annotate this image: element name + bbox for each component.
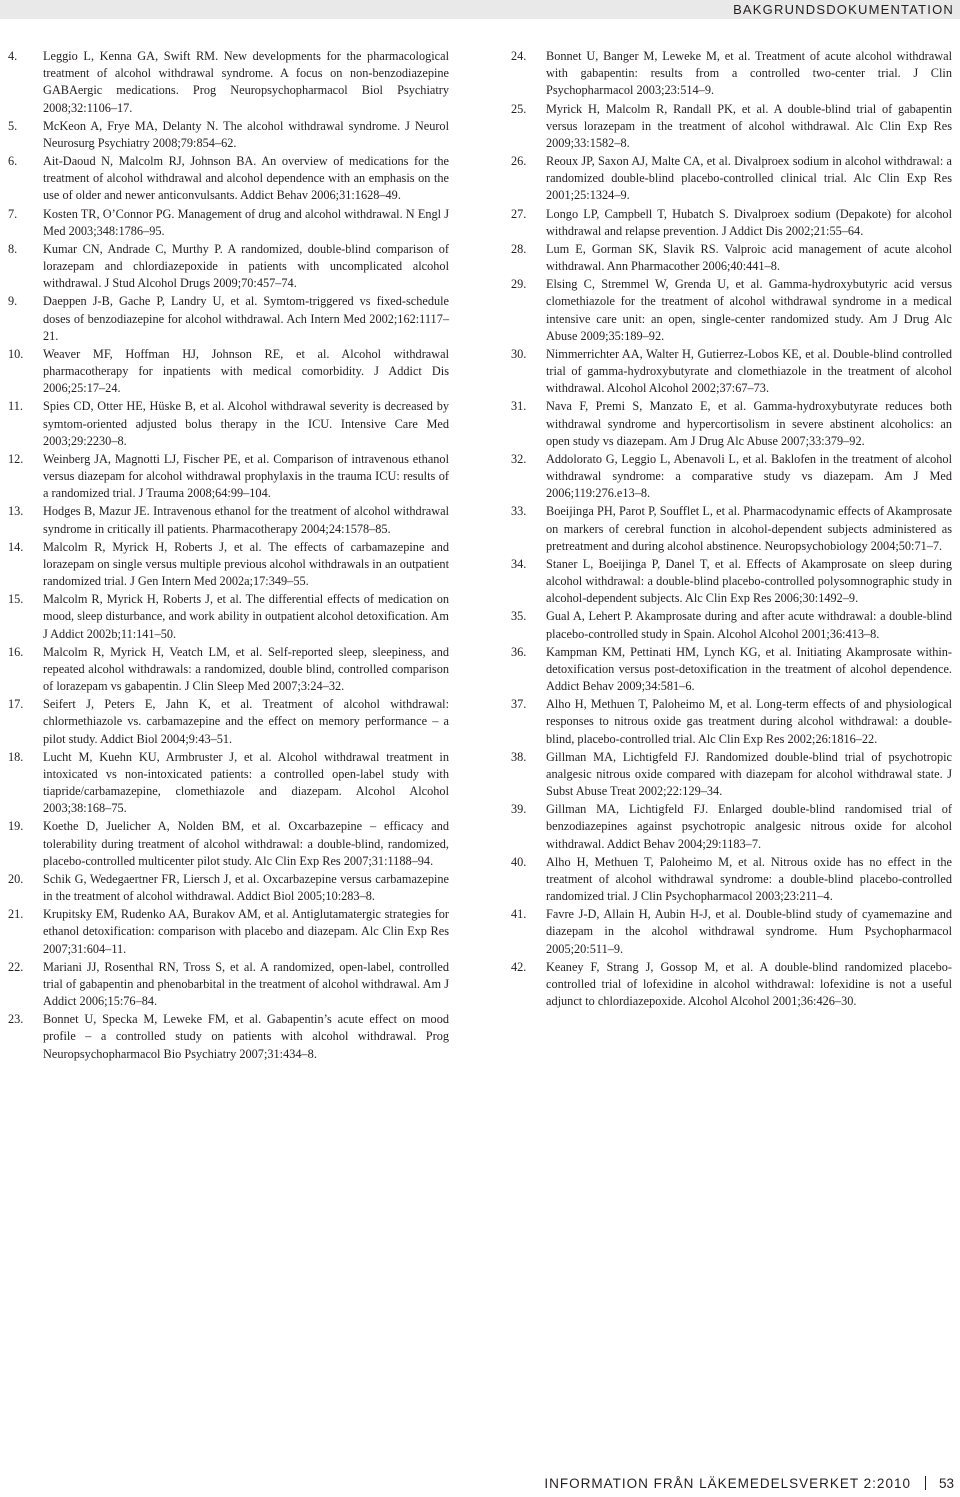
reference-list-left (8, 48, 449, 1064)
reference-number: 30. (511, 346, 527, 361)
reference-number: 22. (8, 959, 24, 974)
publication-title: INFORMATION FRÅN LÄKEMEDELSVERKET 2:2010 (544, 1476, 911, 1491)
reference-item (511, 854, 952, 906)
reference-item (8, 206, 449, 240)
reference-number: 6. (8, 154, 18, 168)
header-bar (0, 0, 960, 19)
reference-number: 28. (511, 241, 527, 256)
reference-text: Spies CD, Otter HE, Hüske B, et al. Alcohol withdrawal severity is decreased by symtom-oriented adjusted bolus therapy in the ICU. Intensive Care Med 2003;29:2230–8. (43, 399, 449, 448)
reference-number: 13. (8, 504, 24, 519)
reference-number: 29. (511, 277, 527, 292)
reference-text: Lum E, Gorman SK, Slavik RS. Valproic acid management of acute alcohol withdrawal. Ann Pharmacother 2006;40:441–8. (546, 241, 952, 273)
reference-text: Malcolm R, Myrick H, Veatch LM, et al. Self-reported sleep, sleepiness, and repeated alcohol withdrawals: a randomized, double blind, controlled comparison of lorazepam vs gabapentin. J Clin Sleep Med 2007;3:24–32. (43, 644, 449, 693)
reference-number: 27. (511, 206, 527, 221)
reference-item (511, 241, 952, 275)
reference-item (8, 451, 449, 503)
reference-item (511, 346, 952, 398)
reference-text: Addolorato G, Leggio L, Abenavoli L, et al. Baklofen in the treatment of alcohol withdrawal syndrome: a comparative study vs diazepam. Am J Med 2006;119:276.e13–8. (546, 451, 952, 501)
reference-text: Gual A, Lehert P. Akamprosate during and after acute withdrawal: a double-blind placebo-controlled study in Spain. Alcohol Alcohol 2001;36:413–8. (546, 609, 952, 641)
reference-item (511, 206, 952, 240)
reference-number: 17. (8, 697, 24, 712)
reference-text: Lucht M, Kuehn KU, Armbruster J, et al. Alcohol withdrawal treatment in intoxicated vs non-intoxicated patients: a controlled open-label study with tiapride/carbamazepine, clomethiazole and diazepam. Alcohol Alcohol 2003;38:168–75. (43, 749, 449, 816)
reference-number: 12. (8, 451, 24, 466)
reference-text: Weinberg JA, Magnotti LJ, Fischer PE, et al. Comparison of intravenous ethanol versus diazepam for alcohol withdrawal prophylaxis in the trauma ICU: results of a randomized trial. J Trauma 2008;64:99–104. (43, 451, 449, 501)
reference-number: 5. (8, 118, 18, 133)
reference-text: Keaney F, Strang J, Gossop M, et al. A double-blind randomized placebo-controlled trial of lofexidine in alcohol withdrawal: lofexidine is not a useful adjunct to chlordiazepoxide. Alcohol Alcohol 2001;36:426–30. (546, 959, 952, 1008)
reference-text: Mariani JJ, Rosenthal RN, Tross S, et al. A randomized, open-label, controlled trial of gabapentin and phenobarbital in the treatment of alcohol withdrawal. Am J Addict 2006;15:76–84. (43, 959, 449, 1008)
reference-number: 41. (511, 907, 527, 922)
reference-item (511, 906, 952, 958)
reference-number: 4. (8, 49, 18, 63)
reference-item (511, 644, 952, 696)
reference-text: Schik G, Wedegaertner FR, Liersch J, et al. Oxcarbazepine versus carbamazepine in the treatment of alcohol withdrawal. Addict Biol 2005;10:283–8. (43, 871, 449, 903)
reference-text: Malcolm R, Myrick H, Roberts J, et al. The effects of carbamazepine and lorazepam on single versus multiple previous alcohol withdrawals in an outpatient randomized trial. J Gen Intern Med 2002a;17:349–55. (43, 539, 449, 588)
reference-number: 8. (8, 241, 18, 256)
section-label: BAKGRUNDSDOKUMENTATION (733, 2, 954, 17)
reference-text: Staner L, Boeijinga P, Danel T, et al. Effects of Akamprosate on sleep during alcohol withdrawal: a double-blind placebo-controlled polysomnographic study in alcohol-dependent subjects. Alc Clin Exp Res 2006;30:1492–9. (546, 556, 952, 606)
reference-item (8, 749, 449, 818)
page-number: 53 (938, 1476, 954, 1491)
reference-item (8, 871, 449, 905)
reference-text: Alho H, Methuen T, Paloheimo M, et al. Long-term effects of and physiological responses to nitrous oxide gas treatment during alcohol withdrawal: a double-blind, placebo-controlled trial. Alc Clin Exp Res 2002;26:1816–22. (546, 697, 952, 746)
reference-item (8, 539, 449, 591)
reference-number: 10. (8, 346, 24, 361)
page-footer (544, 1475, 954, 1493)
reference-text: Boeijinga PH, Parot P, Soufflet L, et al. Pharmacodynamic effects of Akamprosate on markers of cerebral function in alcohol-dependent subjects administered as pretreatment and during alcohol abstinence. Neuropsychobiology 2004;50:71–7. (546, 504, 952, 553)
reference-text: Koethe D, Juelicher A, Nolden BM, et al. Oxcarbazepine – efficacy and tolerability during treatment of alcohol withdrawal: a double-blind, randomized, placebo-controlled multicenter pilot study. Alc Clin Exp Res 2007;31:1188–94. (43, 819, 449, 868)
reference-text: Kosten TR, O’Connor PG. Management of drug and alcohol withdrawal. N Engl J Med 2003;348:1786–95. (43, 206, 449, 238)
reference-item (8, 153, 449, 205)
reference-text: Favre J-D, Allain H, Aubin H-J, et al. Double-blind study of cyamemazine and diazepam in the alcohol withdrawal syndrome. Hum Psychopharmacol 2005;20:511–9. (546, 907, 952, 956)
reference-item (8, 398, 449, 450)
reference-item (511, 608, 952, 642)
reference-item (8, 906, 449, 958)
reference-text: Elsing C, Stremmel W, Grenda U, et al. Gamma-hydroxybutyric acid versus clomethiazole for the treatment of alcohol withdrawal syndrome in a medical intensive care unit: an open, single-center randomized study. Am J Drug Alc Abuse 2009;35:189–92. (546, 277, 952, 343)
reference-text: Kampman KM, Pettinati HM, Lynch KG, et al. Initiating Akamprosate within-detoxification versus post-detoxification in the treatment of alcohol dependence. Addict Behav 2009;34:581–6. (546, 644, 952, 693)
reference-item (8, 293, 449, 345)
reference-text: Nimmerrichter AA, Walter H, Gutierrez-Lobos KE, et al. Double-blind controlled trial of gamma-hydroxybutyrate and clomethiazole in the treatment of alcohol withdrawal. Alcohol Alcohol 2002;37:67–73. (546, 346, 952, 396)
reference-text: Alho H, Methuen T, Paloheimo M, et al. Nitrous oxide has no effect in the treatment of alcohol withdrawal syndrome: a double-blind placebo-controlled randomized trial. J Clin Psychopharmacol 2003;23:211–4. (546, 854, 952, 903)
reference-number: 15. (8, 592, 24, 607)
footer-divider (925, 1476, 926, 1490)
reference-number: 26. (511, 154, 527, 168)
reference-number: 37. (511, 697, 527, 712)
reference-number: 7. (8, 206, 18, 221)
reference-item (511, 801, 952, 853)
reference-number: 40. (511, 854, 527, 869)
reference-number: 16. (8, 644, 24, 659)
reference-number: 14. (8, 539, 24, 554)
reference-number: 33. (511, 504, 527, 519)
reference-text: Reoux JP, Saxon AJ, Malte CA, et al. Divalproex sodium in alcohol withdrawal: a randomized double-blind placebo-controlled clinical trial. Alc Clin Exp Res 2001;25:1324–9. (546, 154, 952, 203)
reference-item (8, 696, 449, 748)
reference-item (8, 959, 449, 1011)
reference-text: Kumar CN, Andrade C, Murthy P. A randomized, double-blind comparison of lorazepam and chlordiazepoxide in patients with uncomplicated alcohol withdrawal. J Stud Alcohol Drugs 2009;70:457–74. (43, 241, 449, 291)
reference-text: Malcolm R, Myrick H, Roberts J, et al. The differential effects of medication on mood, sleep disturbance, and work ability in outpatient alcohol detoxification. Am J Addict 2002b;11:141–50. (43, 592, 449, 641)
reference-text: Longo LP, Campbell T, Hubatch S. Divalproex sodium (Depakote) for alcohol withdrawal and relapse prevention. J Addict Dis 2002;21:55–64. (546, 206, 952, 238)
reference-text: Gillman MA, Lichtigfeld FJ. Enlarged double-blind randomised trial of benzodiazepines against psychotropic analgesic nitrous oxide for alcohol withdrawal. Addict Behav 2004;29:1183–7. (546, 802, 952, 851)
reference-text: McKeon A, Frye MA, Delanty N. The alcohol withdrawal syndrome. J Neurol Neurosurg Psychiatry 2008;79:854–62. (43, 118, 449, 150)
reference-number: 36. (511, 644, 527, 659)
reference-text: Nava F, Premi S, Manzato E, et al. Gamma-hydroxybutyrate reduces both withdrawal syndrome and hypercortisolism in severe abstinent alcoholics: an open study vs diazepam. Am J Drug Alc Abuse 2007;33:379–92. (546, 399, 952, 448)
reference-text: Ait-Daoud N, Malcolm RJ, Johnson BA. An overview of medications for the treatment of alcohol withdrawal and alcohol dependence with an emphasis on the use of older and newer anticonvulsants. Addict Behav 2006;31:1628–49. (43, 154, 449, 203)
reference-item (511, 153, 952, 205)
reference-item (511, 959, 952, 1011)
reference-text: Bonnet U, Banger M, Leweke M, et al. Treatment of acute alcohol withdrawal with gabapentin: results from a controlled two-center trial. J Clin Psychopharmacol 2003;23:514–9. (546, 49, 952, 98)
reference-item (8, 503, 449, 537)
reference-number: 32. (511, 451, 527, 466)
reference-number: 24. (511, 49, 527, 63)
reference-text: Leggio L, Kenna GA, Swift RM. New developments for the pharmacological treatment of alcohol withdrawal syndrome. A focus on non-benzodiazepine GABAergic medications. Prog Neuropsychopharmacol Biol Psychiatry 2008;32:1106–17. (43, 49, 449, 115)
reference-list-right (511, 48, 952, 1011)
reference-item (511, 696, 952, 748)
reference-text: Bonnet U, Specka M, Leweke FM, et al. Gabapentin’s acute effect on mood profile – a controlled study on patients with alcohol withdrawal. Prog Neuropsychopharmacol Bio Psychiatry 2007;31:434–8. (43, 1012, 449, 1061)
reference-item (511, 451, 952, 503)
reference-number: 34. (511, 556, 527, 571)
reference-text: Krupitsky EM, Rudenko AA, Burakov AM, et al. Antiglutamatergic strategies for ethanol detoxification: comparison with placebo and diazepam. Alc Clin Exp Res 2007;31:604–11. (43, 907, 449, 956)
reference-text: Daeppen J-B, Gache P, Landry U, et al. Symtom-triggered vs fixed-schedule doses of benzodiazepine for alcohol withdrawal. Ach Intern Med 2002;162:1117–21. (43, 294, 449, 343)
reference-item (8, 48, 449, 117)
reference-item (511, 48, 952, 100)
reference-number: 20. (8, 871, 24, 886)
reference-item (511, 556, 952, 608)
reference-item (8, 591, 449, 643)
reference-number: 31. (511, 399, 527, 414)
reference-item (8, 1011, 449, 1063)
reference-text: Hodges B, Mazur JE. Intravenous ethanol for the treatment of alcohol withdrawal syndrome in critically ill patients. Pharmacotherapy 2004;24:1578–85. (43, 504, 449, 536)
reference-number: 39. (511, 802, 527, 817)
reference-number: 18. (8, 749, 24, 764)
reference-number: 11. (8, 399, 23, 414)
reference-number: 21. (8, 907, 24, 922)
reference-text: Myrick H, Malcolm R, Randall PK, et al. A double-blind trial of gabapentin versus lorazepam in the treatment of alcohol withdrawal. Alc Clin Exp Res 2009;33:1582–8. (546, 101, 952, 150)
reference-number: 38. (511, 749, 527, 764)
reference-item (8, 118, 449, 152)
reference-text: Gillman MA, Lichtigfeld FJ. Randomized double-blind trial of psychotropic analgesic nitrous oxide compared with diazepam for alcohol withdrawal state. J Subst Abuse Treat 2002;22:129–34. (546, 749, 952, 798)
reference-number: 19. (8, 819, 24, 834)
reference-item (8, 644, 449, 696)
reference-number: 35. (511, 609, 527, 624)
reference-item (8, 818, 449, 870)
reference-item (8, 346, 449, 398)
reference-number: 9. (8, 294, 18, 309)
reference-text: Weaver MF, Hoffman HJ, Johnson RE, et al. Alcohol withdrawal pharmacotherapy for inpatients with medical comorbidity. J Addict Dis 2006;25:17–24. (43, 346, 449, 396)
reference-item (511, 749, 952, 801)
reference-number: 25. (511, 101, 527, 116)
reference-item (511, 398, 952, 450)
reference-item (8, 241, 449, 293)
reference-text: Seifert J, Peters E, Jahn K, et al. Treatment of alcohol withdrawal: chlormethiazole vs. carbamazepine and the effect on memory performance – a pilot study. Addict Biol 2004;9:43–51. (43, 697, 449, 746)
reference-item (511, 276, 952, 345)
reference-item (511, 503, 952, 555)
reference-number: 23. (8, 1012, 24, 1027)
reference-item (511, 101, 952, 153)
reference-number: 42. (511, 959, 527, 974)
